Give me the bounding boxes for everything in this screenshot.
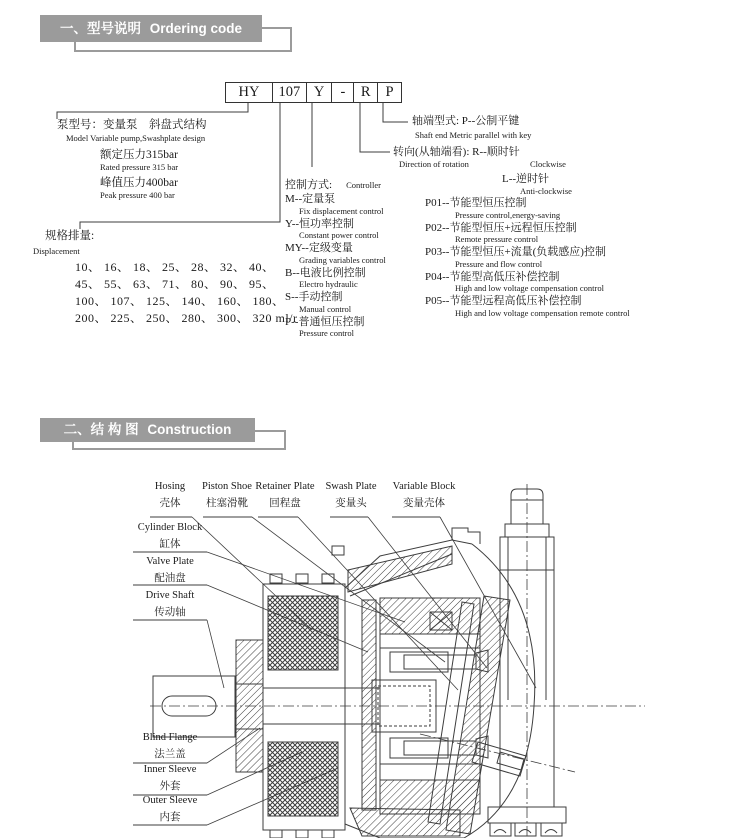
part-en: Drive Shaft [145,590,195,601]
part-en: Variable Block [392,481,456,492]
p-control-zh: P01--节能型恒压控制 [425,197,527,209]
shaft-end-en: Shaft end Metric parallel with key [415,130,532,140]
part-zh: 外套 [159,781,181,792]
p-control-zh: P05--节能型远程高低压补偿控制 [425,295,582,307]
p-controls-list [425,197,630,320]
part-label-inner-sleeve [131,762,209,795]
controller-item [285,193,386,217]
part-label-variable-block [385,479,463,512]
rotation-en: Direction of rotation [399,159,469,169]
code-box-r: R [353,82,378,103]
controller-item [285,242,386,266]
controller-title-zh: 控制方式: [285,179,333,191]
p-control-en: High and low voltage compensation control [455,283,604,293]
code-box-hy: HY [225,82,273,103]
peak-pressure-zh: 峰值压力400bar [100,177,178,189]
p-control-item [425,197,630,221]
valve-plate-shape [362,600,376,810]
section2-banner-en: Construction [147,422,232,437]
part-zh: 缸体 [159,539,181,550]
displacement-row: 10、 16、 18、 25、 28、 32、 40、 [75,260,275,274]
controller-item-en: Manual control [299,303,352,314]
code-box-107: 107 [272,82,307,103]
controller-item-en: Grading variables control [299,254,386,265]
controller-item-en: Fix displacement control [299,205,384,216]
part-zh: 回程盘 [269,498,301,509]
controller-item-zh: Y--恒功率控制 [285,217,355,230]
p-control-item [425,271,630,295]
rotation-zh: 转向(从轴端看): R--顺时针 [393,146,520,158]
controller-item [285,267,386,291]
p-control-item [425,246,630,270]
part-label-outer-sleeve [131,793,209,826]
controller-item-en: Constant power control [299,230,379,240]
part-label-blind-flange [131,730,209,763]
model-line-zh: 泵型号：变量泵 斜盘式结构 [57,119,207,131]
part-zh: 变量头 [335,498,367,509]
rotation-l-zh: L--逆时针 [502,173,550,185]
controller-item-zh: M--定量泵 [285,193,336,205]
section2-banner-zh: 二、结 构 图 [63,422,139,437]
rotation-clockwise: Clockwise [530,159,566,169]
part-zh: 变量壳体 [403,498,445,509]
code-box-p: P [377,82,402,103]
controller-item [285,291,386,315]
controller-item [285,316,386,340]
controller-item-en: Pressure control [299,328,355,338]
model-line-en: Model Variable pump,Swashplate design [66,133,206,143]
part-zh: 法兰盖 [154,749,186,760]
part-en: Inner Sleeve [143,764,197,775]
controller-item-en: Electro hydraulic [299,279,358,289]
controller-item-zh: S--手动控制 [285,291,343,303]
displacement-row: 45、 55、 63、 71、 80、 90、 95、 [75,277,275,291]
controller-title [285,175,381,193]
displacement-title-zh: 规格排量: [45,230,95,242]
displacement-row: 200、 225、 250、 280、 300、 320 ml/r [75,311,298,325]
part-label-swash-plate [318,479,384,512]
controller-item [285,218,386,242]
part-zh: 内套 [159,812,181,823]
part-zh: 传动轴 [154,607,186,618]
section1-banner-en: Ordering code [149,21,243,36]
part-zh: 柱塞滑靴 [206,498,248,509]
part-en: Swash Plate [325,481,377,492]
drive-shaft-shape [153,676,380,737]
part-en: Piston Shoe [202,481,252,492]
part-label-valve-plate [131,554,209,587]
controller-item-zh: MY--定级变量 [285,242,353,254]
controller-item-zh: P--普通恒压控制 [285,315,365,328]
p-control-zh: P04--节能型高低压补偿控制 [425,270,560,283]
rotation-l-en: Anti-clockwise [520,186,572,196]
ordering-code-boxes [225,82,402,103]
p-control-zh: P02--节能型恒压+远程恒压控制 [425,221,577,234]
p-control-item [425,295,630,319]
p-control-zh: P03--节能型恒压+流量(负载感应)控制 [425,246,606,258]
p-control-en: Pressure and flow control [455,258,543,269]
part-en: Hosing [154,481,186,492]
part-label-hosing [140,479,200,512]
controller-item-zh: B--电液比例控制 [285,266,366,279]
code-box-dash: - [331,82,354,103]
p-control-en: Pressure control,energy-saving [455,209,561,220]
part-en: Valve Plate [146,556,194,567]
peak-pressure-en: Peak pressure 400 bar [100,190,175,200]
displacement-title-en: Displacement [33,246,80,256]
part-en: Cylinder Block [137,522,203,533]
controller-list [285,193,386,340]
part-en: Retainer Plate [255,481,315,492]
part-zh: 壳体 [159,498,181,509]
section1-banner [40,15,262,42]
p-control-item [425,222,630,246]
displacement-values [75,259,298,327]
part-label-cylinder-block [131,520,209,553]
part-zh: 配油盘 [154,573,186,584]
displacement-row: 100、 107、 125、 140、 160、 180、 [75,294,285,308]
shaft-end-zh: 轴端型式: P--公制平键 [412,115,520,127]
rated-pressure-zh: 额定压力315bar [100,149,178,161]
part-label-drive-shaft [131,588,209,621]
section2-banner [40,418,255,442]
part-en: Blind Flange [142,732,198,743]
rated-pressure-en: Rated pressure 315 bar [100,162,179,172]
code-box-y: Y [306,82,333,103]
controller-title-en: Controller [346,180,382,190]
p-control-en: High and low voltage compensation remote control [455,307,630,318]
part-en: Outer Sleeve [142,795,198,806]
p-control-en: Remote pressure control [455,234,539,244]
section1-banner-zh: 一、型号说明 [59,21,141,36]
part-label-retainer-plate [245,479,325,512]
